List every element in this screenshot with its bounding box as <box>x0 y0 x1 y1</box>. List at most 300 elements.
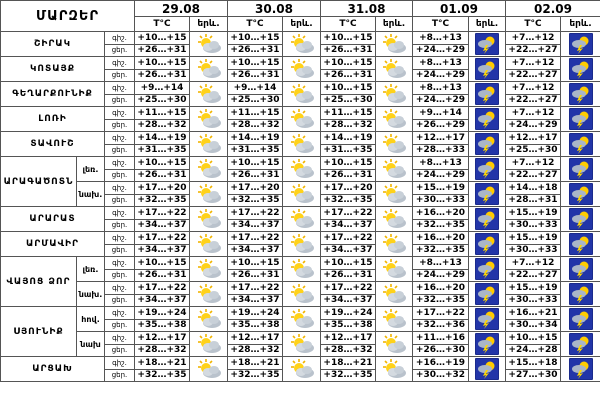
night-temperature: +17…+20 <box>135 182 190 195</box>
night-temperature: +12…+17 <box>413 132 469 145</box>
night-temperature: +9…+14 <box>413 107 469 120</box>
weather-icon-cell <box>376 157 413 182</box>
weather-icon-cell <box>469 257 506 282</box>
thunderstorm-icon <box>475 233 499 255</box>
table-row <box>1 307 600 320</box>
night-temperature: +16…+20 <box>413 282 469 295</box>
day-temperature: +34…+37 <box>135 219 190 232</box>
day-temperature: +30…+33 <box>413 194 469 207</box>
partly-cloudy-icon <box>287 208 317 230</box>
day-temperature: +28…+32 <box>321 344 376 357</box>
thunderstorm-icon <box>475 208 499 230</box>
weather-icon-cell <box>376 282 413 307</box>
partly-cloudy-icon <box>194 233 224 255</box>
partly-cloudy-icon <box>287 283 317 305</box>
thunderstorm-icon <box>475 83 499 105</box>
thunderstorm-icon <box>569 183 593 205</box>
day-label: ցեր. <box>105 269 135 282</box>
weather-icon-cell <box>469 332 506 357</box>
weather-icon-cell <box>469 57 506 82</box>
partly-cloudy-icon <box>379 208 409 230</box>
day-temperature: +34…+37 <box>135 294 190 307</box>
weather-icon-cell <box>190 57 228 82</box>
thunderstorm-icon <box>475 308 499 330</box>
night-temperature: +16…+21 <box>506 307 561 320</box>
day-temperature: +30…+33 <box>506 294 561 307</box>
day-temperature: +26…+30 <box>413 344 469 357</box>
night-label: գիշ. <box>105 282 135 295</box>
night-temperature: +17…+22 <box>135 207 190 220</box>
region-name: ԿՈՏԱՅՔ <box>1 57 105 82</box>
day-temperature: +35…+38 <box>135 319 190 332</box>
night-temperature: +17…+22 <box>228 232 283 245</box>
day-temperature: +25…+30 <box>228 94 283 107</box>
night-label: գիշ. <box>105 132 135 145</box>
partly-cloudy-icon <box>379 83 409 105</box>
night-temperature: +10…+15 <box>135 32 190 45</box>
night-temperature: +8…+13 <box>413 57 469 70</box>
day-label: ցեր. <box>105 319 135 332</box>
day-temperature: +26…+31 <box>228 44 283 57</box>
weather-icon-cell <box>376 357 413 382</box>
weather-icon-cell <box>283 132 321 157</box>
day-temperature: +32…+35 <box>413 219 469 232</box>
region-name: ԳԵՂԱՐՔՈՒՆԻՔ <box>1 82 105 107</box>
day-temperature: +30…+34 <box>506 319 561 332</box>
night-temperature: +10…+15 <box>321 157 376 170</box>
night-temperature: +14…+18 <box>506 182 561 195</box>
day-temperature: +25…+30 <box>506 144 561 157</box>
table-row <box>1 32 600 45</box>
day-temperature: +28…+32 <box>228 344 283 357</box>
night-temperature: +10…+15 <box>135 157 190 170</box>
thunderstorm-icon <box>569 33 593 55</box>
day-label: ցեր. <box>105 94 135 107</box>
partly-cloudy-icon <box>287 308 317 330</box>
night-temperature: +12…+17 <box>228 332 283 345</box>
weather-icon-cell <box>469 307 506 332</box>
weather-icon-cell <box>190 282 228 307</box>
night-temperature: +7…+12 <box>506 257 561 270</box>
temp-column-header: T°C <box>413 17 469 32</box>
weather-icon-cell <box>469 107 506 132</box>
weather-icon-cell <box>190 182 228 207</box>
day-label: ցեր. <box>105 144 135 157</box>
weather-icon-cell <box>561 32 600 57</box>
partly-cloudy-icon <box>287 108 317 130</box>
night-label: գիշ. <box>105 107 135 120</box>
thunderstorm-icon <box>569 283 593 305</box>
sub-region-label: հով. <box>77 307 105 332</box>
table-row <box>1 282 600 295</box>
weather-icon-cell <box>561 357 600 382</box>
partly-cloudy-icon <box>379 333 409 355</box>
night-temperature: +17…+20 <box>321 182 376 195</box>
day-temperature: +27…+30 <box>506 369 561 382</box>
night-temperature: +15…+18 <box>506 357 561 370</box>
phenomenon-column-header: երև. <box>561 17 600 32</box>
weather-icon-cell <box>469 157 506 182</box>
day-temperature: +35…+38 <box>321 319 376 332</box>
day-temperature: +34…+37 <box>228 244 283 257</box>
night-temperature: +18…+21 <box>321 357 376 370</box>
night-temperature: +8…+13 <box>413 257 469 270</box>
region-name: ՏԱՎՈՒՇ <box>1 132 105 157</box>
day-temperature: +26…+31 <box>228 269 283 282</box>
weather-icon-cell <box>190 132 228 157</box>
night-temperature: +7…+12 <box>506 82 561 95</box>
thunderstorm-icon <box>475 358 499 380</box>
date-header: 29.08 <box>135 1 228 17</box>
thunderstorm-icon <box>475 33 499 55</box>
date-header: 01.09 <box>413 1 506 17</box>
day-label: ցեր. <box>105 344 135 357</box>
day-temperature: +24…+29 <box>413 94 469 107</box>
night-label: գիշ. <box>105 307 135 320</box>
weather-icon-cell <box>561 207 600 232</box>
day-temperature: +26…+29 <box>413 119 469 132</box>
weather-icon-cell <box>376 107 413 132</box>
table-row <box>1 107 600 120</box>
phenomenon-column-header: երև. <box>469 17 506 32</box>
weather-icon-cell <box>561 57 600 82</box>
thunderstorm-icon <box>569 83 593 105</box>
day-temperature: +22…+27 <box>506 269 561 282</box>
night-temperature: +18…+21 <box>228 357 283 370</box>
weather-icon-cell <box>190 307 228 332</box>
sub-region-label: նախ <box>77 332 105 357</box>
partly-cloudy-icon <box>379 158 409 180</box>
night-temperature: +11…+16 <box>413 332 469 345</box>
table-row <box>1 132 600 145</box>
night-temperature: +12…+17 <box>506 132 561 145</box>
region-name: ԼՈՌԻ <box>1 107 105 132</box>
day-label: ցեր. <box>105 244 135 257</box>
partly-cloudy-icon <box>379 183 409 205</box>
weather-icon-cell <box>561 307 600 332</box>
night-temperature: +19…+24 <box>228 307 283 320</box>
weather-icon-cell <box>376 207 413 232</box>
partly-cloudy-icon <box>194 183 224 205</box>
night-temperature: +9…+14 <box>228 82 283 95</box>
night-temperature: +8…+13 <box>413 32 469 45</box>
night-temperature: +7…+12 <box>506 57 561 70</box>
table-row <box>1 207 600 220</box>
thunderstorm-icon <box>569 158 593 180</box>
weather-icon-cell <box>561 257 600 282</box>
weather-icon-cell <box>561 282 600 307</box>
night-label: գիշ. <box>105 232 135 245</box>
table-row <box>1 332 600 345</box>
regions-header: ՄԱՐԶԵՐ <box>1 1 135 32</box>
region-name: ԱՐՄԱՎԻՐ <box>1 232 105 257</box>
night-label: գիշ. <box>105 57 135 70</box>
weather-icon-cell <box>376 132 413 157</box>
day-temperature: +26…+31 <box>321 269 376 282</box>
partly-cloudy-icon <box>194 333 224 355</box>
day-temperature: +28…+31 <box>506 194 561 207</box>
partly-cloudy-icon <box>194 83 224 105</box>
weather-icon-cell <box>190 232 228 257</box>
day-temperature: +26…+31 <box>321 44 376 57</box>
weather-icon-cell <box>469 282 506 307</box>
night-temperature: +7…+12 <box>506 157 561 170</box>
thunderstorm-icon <box>569 208 593 230</box>
weather-icon-cell <box>376 232 413 257</box>
day-temperature: +24…+29 <box>413 69 469 82</box>
day-temperature: +34…+37 <box>135 244 190 257</box>
weather-icon-cell <box>469 357 506 382</box>
day-temperature: +28…+33 <box>413 144 469 157</box>
day-temperature: +24…+29 <box>506 119 561 132</box>
thunderstorm-icon <box>569 358 593 380</box>
weather-icon-cell <box>561 107 600 132</box>
night-temperature: +15…+19 <box>413 182 469 195</box>
night-temperature: +17…+22 <box>413 307 469 320</box>
night-label: գիշ. <box>105 207 135 220</box>
night-temperature: +10…+15 <box>321 57 376 70</box>
partly-cloudy-icon <box>194 33 224 55</box>
partly-cloudy-icon <box>379 283 409 305</box>
day-label: ցեր. <box>105 194 135 207</box>
night-temperature: +14…+19 <box>228 132 283 145</box>
day-temperature: +31…+35 <box>321 144 376 157</box>
weather-icon-cell <box>561 132 600 157</box>
night-temperature: +10…+15 <box>321 82 376 95</box>
night-temperature: +14…+19 <box>135 132 190 145</box>
night-temperature: +15…+19 <box>506 232 561 245</box>
day-temperature: +25…+30 <box>321 94 376 107</box>
table-row <box>1 82 600 95</box>
region-name: ՎԱՅՈՑ ՁՈՐ <box>1 257 77 307</box>
weather-icon-cell <box>283 82 321 107</box>
weather-icon-cell <box>190 357 228 382</box>
day-temperature: +22…+27 <box>506 169 561 182</box>
partly-cloudy-icon <box>379 108 409 130</box>
night-temperature: +18…+21 <box>135 357 190 370</box>
day-temperature: +32…+35 <box>321 194 376 207</box>
night-temperature: +15…+19 <box>506 207 561 220</box>
table-row <box>1 257 600 270</box>
thunderstorm-icon <box>475 58 499 80</box>
day-temperature: +26…+31 <box>135 69 190 82</box>
day-label: ցեր. <box>105 69 135 82</box>
weather-icon-cell <box>190 157 228 182</box>
partly-cloudy-icon <box>287 33 317 55</box>
night-temperature: +11…+15 <box>135 107 190 120</box>
phenomenon-column-header: երև. <box>283 17 321 32</box>
night-temperature: +12…+17 <box>135 332 190 345</box>
weather-icon-cell <box>376 332 413 357</box>
day-temperature: +26…+31 <box>135 44 190 57</box>
night-temperature: +10…+15 <box>135 257 190 270</box>
day-temperature: +26…+31 <box>321 169 376 182</box>
night-temperature: +10…+15 <box>321 257 376 270</box>
region-name: ԱՐԱԳԱԾՈՏՆ <box>1 157 77 207</box>
night-temperature: +17…+20 <box>228 182 283 195</box>
night-temperature: +17…+22 <box>135 232 190 245</box>
partly-cloudy-icon <box>194 308 224 330</box>
day-temperature: +28…+32 <box>135 344 190 357</box>
night-temperature: +10…+15 <box>135 57 190 70</box>
partly-cloudy-icon <box>379 133 409 155</box>
date-header: 02.09 <box>506 1 600 17</box>
temp-column-header: T°C <box>321 17 376 32</box>
weather-icon-cell <box>190 32 228 57</box>
day-temperature: +34…+37 <box>321 294 376 307</box>
temp-column-header: T°C <box>135 17 190 32</box>
partly-cloudy-icon <box>379 358 409 380</box>
partly-cloudy-icon <box>194 283 224 305</box>
night-label: գիշ. <box>105 32 135 45</box>
table-row <box>1 357 600 370</box>
day-temperature: +28…+32 <box>135 119 190 132</box>
day-temperature: +32…+35 <box>135 369 190 382</box>
night-temperature: +16…+20 <box>413 232 469 245</box>
partly-cloudy-icon <box>287 158 317 180</box>
weather-icon-cell <box>469 82 506 107</box>
day-temperature: +32…+36 <box>413 319 469 332</box>
night-label: գիշ. <box>105 157 135 170</box>
thunderstorm-icon <box>569 58 593 80</box>
night-label: գիշ. <box>105 357 135 370</box>
night-temperature: +7…+12 <box>506 107 561 120</box>
day-label: ցեր. <box>105 44 135 57</box>
night-temperature: +8…+13 <box>413 157 469 170</box>
night-temperature: +17…+22 <box>228 207 283 220</box>
thunderstorm-icon <box>569 308 593 330</box>
weather-icon-cell <box>469 207 506 232</box>
region-name: ԱՐԱՐԱՏ <box>1 207 105 232</box>
date-header: 30.08 <box>228 1 321 17</box>
partly-cloudy-icon <box>287 133 317 155</box>
weather-icon-cell <box>469 232 506 257</box>
weather-icon-cell <box>469 32 506 57</box>
weather-icon-cell <box>561 232 600 257</box>
weather-icon-cell <box>561 157 600 182</box>
phenomenon-column-header: երև. <box>190 17 228 32</box>
day-temperature: +34…+37 <box>228 294 283 307</box>
night-temperature: +10…+15 <box>321 32 376 45</box>
day-temperature: +32…+35 <box>413 294 469 307</box>
day-temperature: +30…+33 <box>506 244 561 257</box>
weather-icon-cell <box>283 257 321 282</box>
weather-icon-cell <box>469 182 506 207</box>
day-temperature: +31…+35 <box>135 144 190 157</box>
weather-icon-cell <box>190 257 228 282</box>
weather-icon-cell <box>283 182 321 207</box>
weather-icon-cell <box>190 107 228 132</box>
weather-icon-cell <box>283 357 321 382</box>
night-temperature: +17…+22 <box>321 282 376 295</box>
weather-icon-cell <box>469 132 506 157</box>
weather-icon-cell <box>376 307 413 332</box>
day-temperature: +30…+33 <box>506 219 561 232</box>
night-label: գիշ. <box>105 82 135 95</box>
weather-icon-cell <box>283 332 321 357</box>
partly-cloudy-icon <box>287 58 317 80</box>
night-temperature: +17…+22 <box>321 232 376 245</box>
night-temperature: +12…+17 <box>321 332 376 345</box>
night-temperature: +11…+15 <box>228 107 283 120</box>
thunderstorm-icon <box>475 133 499 155</box>
night-temperature: +16…+20 <box>413 207 469 220</box>
weather-icon-cell <box>283 232 321 257</box>
weather-icon-cell <box>376 57 413 82</box>
partly-cloudy-icon <box>379 258 409 280</box>
thunderstorm-icon <box>475 283 499 305</box>
weather-icon-cell <box>283 307 321 332</box>
thunderstorm-icon <box>475 183 499 205</box>
day-label: ցեր. <box>105 369 135 382</box>
day-temperature: +26…+31 <box>135 269 190 282</box>
sub-region-label: լեռ. <box>77 157 105 182</box>
day-temperature: +30…+32 <box>413 369 469 382</box>
day-temperature: +24…+29 <box>413 269 469 282</box>
weather-icon-cell <box>283 57 321 82</box>
weather-icon-cell <box>561 82 600 107</box>
date-header: 31.08 <box>321 1 413 17</box>
day-temperature: +26…+31 <box>228 69 283 82</box>
weather-icon-cell <box>376 182 413 207</box>
partly-cloudy-icon <box>194 258 224 280</box>
thunderstorm-icon <box>569 233 593 255</box>
day-temperature: +32…+35 <box>135 194 190 207</box>
region-name: ՇԻՐԱԿ <box>1 32 105 57</box>
day-temperature: +32…+35 <box>413 244 469 257</box>
day-temperature: +32…+35 <box>228 194 283 207</box>
sub-region-label: լեռ. <box>77 257 105 282</box>
weather-icon-cell <box>190 332 228 357</box>
weather-icon-cell <box>283 32 321 57</box>
thunderstorm-icon <box>475 158 499 180</box>
day-label: ցեր. <box>105 219 135 232</box>
weather-icon-cell <box>283 282 321 307</box>
weather-icon-cell <box>283 207 321 232</box>
night-temperature: +10…+15 <box>228 57 283 70</box>
table-row <box>1 157 600 170</box>
night-temperature: +10…+15 <box>228 257 283 270</box>
temp-column-header: T°C <box>228 17 283 32</box>
partly-cloudy-icon <box>379 308 409 330</box>
partly-cloudy-icon <box>379 58 409 80</box>
thunderstorm-icon <box>569 108 593 130</box>
weather-icon-cell <box>561 182 600 207</box>
sub-region-label: նախ. <box>77 282 105 307</box>
night-temperature: +10…+15 <box>228 32 283 45</box>
day-temperature: +24…+28 <box>506 344 561 357</box>
weather-icon-cell <box>283 157 321 182</box>
night-temperature: +19…+24 <box>321 307 376 320</box>
night-temperature: +11…+15 <box>321 107 376 120</box>
partly-cloudy-icon <box>287 83 317 105</box>
thunderstorm-icon <box>475 333 499 355</box>
partly-cloudy-icon <box>287 233 317 255</box>
region-name: ԱՐՑԱԽ <box>1 357 105 382</box>
phenomenon-column-header: երև. <box>376 17 413 32</box>
day-temperature: +26…+31 <box>321 69 376 82</box>
day-temperature: +32…+35 <box>228 369 283 382</box>
night-temperature: +10…+15 <box>228 157 283 170</box>
weather-icon-cell <box>561 332 600 357</box>
day-temperature: +31…+35 <box>228 144 283 157</box>
partly-cloudy-icon <box>379 233 409 255</box>
night-temperature: +16…+19 <box>413 357 469 370</box>
day-temperature: +24…+29 <box>413 44 469 57</box>
night-temperature: +15…+19 <box>506 282 561 295</box>
weather-icon-cell <box>376 257 413 282</box>
day-temperature: +34…+37 <box>321 219 376 232</box>
